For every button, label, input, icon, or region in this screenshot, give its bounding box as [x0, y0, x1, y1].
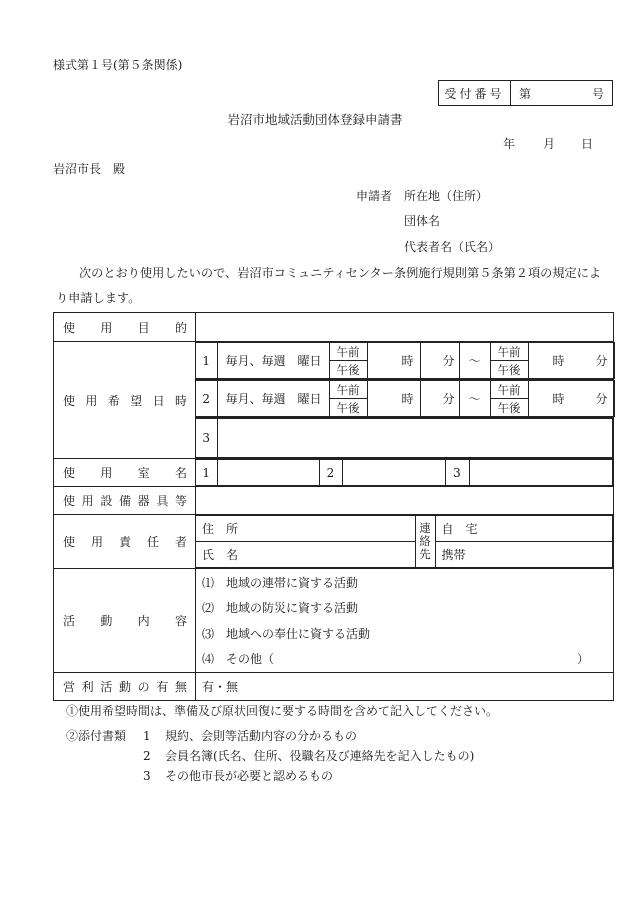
equipment-label: 使用設備器具等	[54, 487, 196, 515]
tilde-1: ～	[459, 343, 490, 379]
profit-row	[54, 673, 614, 701]
start-ampm-2[interactable]	[329, 381, 367, 417]
datetime-num-1: 1	[196, 343, 217, 379]
attachment-text-3: その他市長が必要と認めるもの	[165, 769, 334, 783]
purpose-label: 使用目的	[54, 313, 196, 342]
activity-close-paren: ）	[576, 652, 589, 667]
receipt-prefix: 第	[519, 86, 532, 101]
end-hour-2: 時	[552, 392, 565, 406]
datetime-field-3[interactable]	[217, 419, 613, 458]
datetime-label: 使用希望日時	[54, 342, 196, 459]
date-line	[503, 138, 593, 150]
note-1: ①使用希望時間は、準備及び原状回復に要する時間を含めて記入してください。	[66, 704, 499, 718]
equipment-row	[54, 487, 614, 515]
purpose-field[interactable]	[196, 313, 614, 342]
room-field-3[interactable]	[469, 460, 613, 486]
am-option[interactable]: 午前	[330, 381, 367, 399]
room-num-3: 3	[445, 460, 469, 486]
attachment-num-3: 3	[143, 769, 151, 783]
room-num-2: 2	[319, 460, 342, 486]
activity-label: 活動内容	[54, 569, 196, 673]
responsible-address-field[interactable]	[196, 516, 415, 542]
activity-option-1[interactable]: ⑴ 地域の連帯に資する活動	[202, 575, 359, 590]
room-label: 使用室名	[54, 459, 196, 487]
activity-option-3[interactable]: ⑶ 地域への奉仕に資する活動	[202, 626, 371, 641]
body-text-line1: 次のとおり使用したいので、岩沼市コミュニティセンター条例施行規則第５条第２項の規定によ	[79, 266, 602, 280]
responsible-name-field[interactable]	[196, 542, 415, 568]
room-field-1[interactable]	[217, 460, 319, 486]
room-row	[54, 459, 614, 487]
tilde-2: ～	[459, 381, 490, 417]
profit-value: 有・無	[202, 680, 239, 694]
room-field-2[interactable]	[342, 460, 445, 486]
responsible-name-label: 氏 名	[202, 548, 239, 562]
equipment-field[interactable]	[196, 487, 614, 515]
end-minute-2: 分	[595, 392, 608, 406]
responsible-row	[54, 515, 614, 569]
responsible-address-label: 住 所	[202, 522, 239, 536]
start-hour-1[interactable]: 時	[367, 343, 420, 379]
date-year: 年	[503, 137, 516, 151]
form-number: 様式第１号(第５条関係)	[53, 58, 183, 72]
home-phone-field[interactable]	[435, 516, 613, 542]
am-option[interactable]: 午前	[491, 381, 528, 399]
attachment-text-1: 規約、会則等活動内容の分かるもの	[165, 729, 358, 743]
receipt-number-field[interactable]	[511, 81, 612, 105]
pm-option[interactable]: 午後	[497, 362, 521, 377]
datetime-num-2: 2	[196, 381, 217, 417]
end-minute-1: 分	[595, 354, 608, 368]
addressee: 岩沼市長 殿	[53, 162, 126, 176]
end-time-1[interactable]	[528, 343, 614, 379]
mobile-phone-field[interactable]	[435, 542, 613, 568]
datetime-row-1	[54, 342, 614, 380]
attachment-text-2: 会員名簿(氏名、住所、役職名及び連絡先を記入したもの)	[165, 749, 475, 763]
purpose-row	[54, 313, 614, 342]
application-table	[53, 312, 614, 701]
am-option[interactable]: 午前	[330, 343, 367, 361]
datetime-freq-2[interactable]: 毎月、毎週 曜日	[217, 381, 329, 417]
receipt-number-label: 受付番号	[439, 81, 511, 105]
start-hour-2[interactable]: 時	[367, 381, 420, 417]
home-phone-label: 自 宅	[441, 522, 478, 536]
activity-option-2[interactable]: ⑵ 地域の防災に資する活動	[202, 601, 359, 616]
pm-option[interactable]: 午後	[497, 400, 521, 415]
activity-row	[54, 569, 614, 673]
applicant-representative-label: 代表者名（氏名）	[404, 240, 501, 254]
attachment-num-2: 2	[143, 749, 151, 763]
document-title: 岩沼市地域活動団体登録申請書	[227, 112, 403, 127]
note-2-label: ②添付書類	[66, 729, 127, 743]
datetime-freq-1[interactable]: 毎月、毎週 曜日	[217, 343, 329, 379]
activity-option-4[interactable]: ⑷ その他（ ）	[202, 652, 589, 667]
start-ampm-1[interactable]	[329, 343, 367, 379]
end-ampm-1[interactable]	[490, 343, 528, 379]
applicant-label: 申請者	[356, 189, 393, 203]
responsible-label: 使用責任者	[54, 515, 196, 569]
pm-option[interactable]: 午後	[336, 362, 360, 377]
receipt-number-box	[438, 80, 613, 106]
activity-options	[196, 569, 614, 673]
body-text-line2: り申請します。	[56, 291, 141, 305]
contact-label: 連絡先	[415, 516, 435, 568]
start-minute-2[interactable]: 分	[420, 381, 459, 417]
applicant-group-label: 団体名	[404, 214, 441, 228]
start-minute-1[interactable]: 分	[420, 343, 459, 379]
date-month: 月	[543, 137, 556, 151]
end-ampm-2[interactable]	[490, 381, 528, 417]
room-num-1: 1	[196, 460, 217, 486]
profit-label: 営利活動の有無	[54, 673, 196, 701]
date-day: 日	[581, 137, 594, 151]
attachment-num-1: 1	[143, 729, 151, 743]
am-option[interactable]: 午前	[491, 343, 528, 361]
datetime-num-3: 3	[196, 419, 217, 458]
end-time-2[interactable]	[528, 381, 614, 417]
pm-option[interactable]: 午後	[336, 400, 360, 415]
applicant-address-label: 所在地（住所）	[404, 189, 489, 203]
end-hour-1: 時	[552, 354, 565, 368]
profit-field[interactable]	[196, 673, 614, 701]
receipt-suffix: 号	[591, 86, 604, 101]
mobile-phone-label: 携帯	[441, 548, 466, 562]
